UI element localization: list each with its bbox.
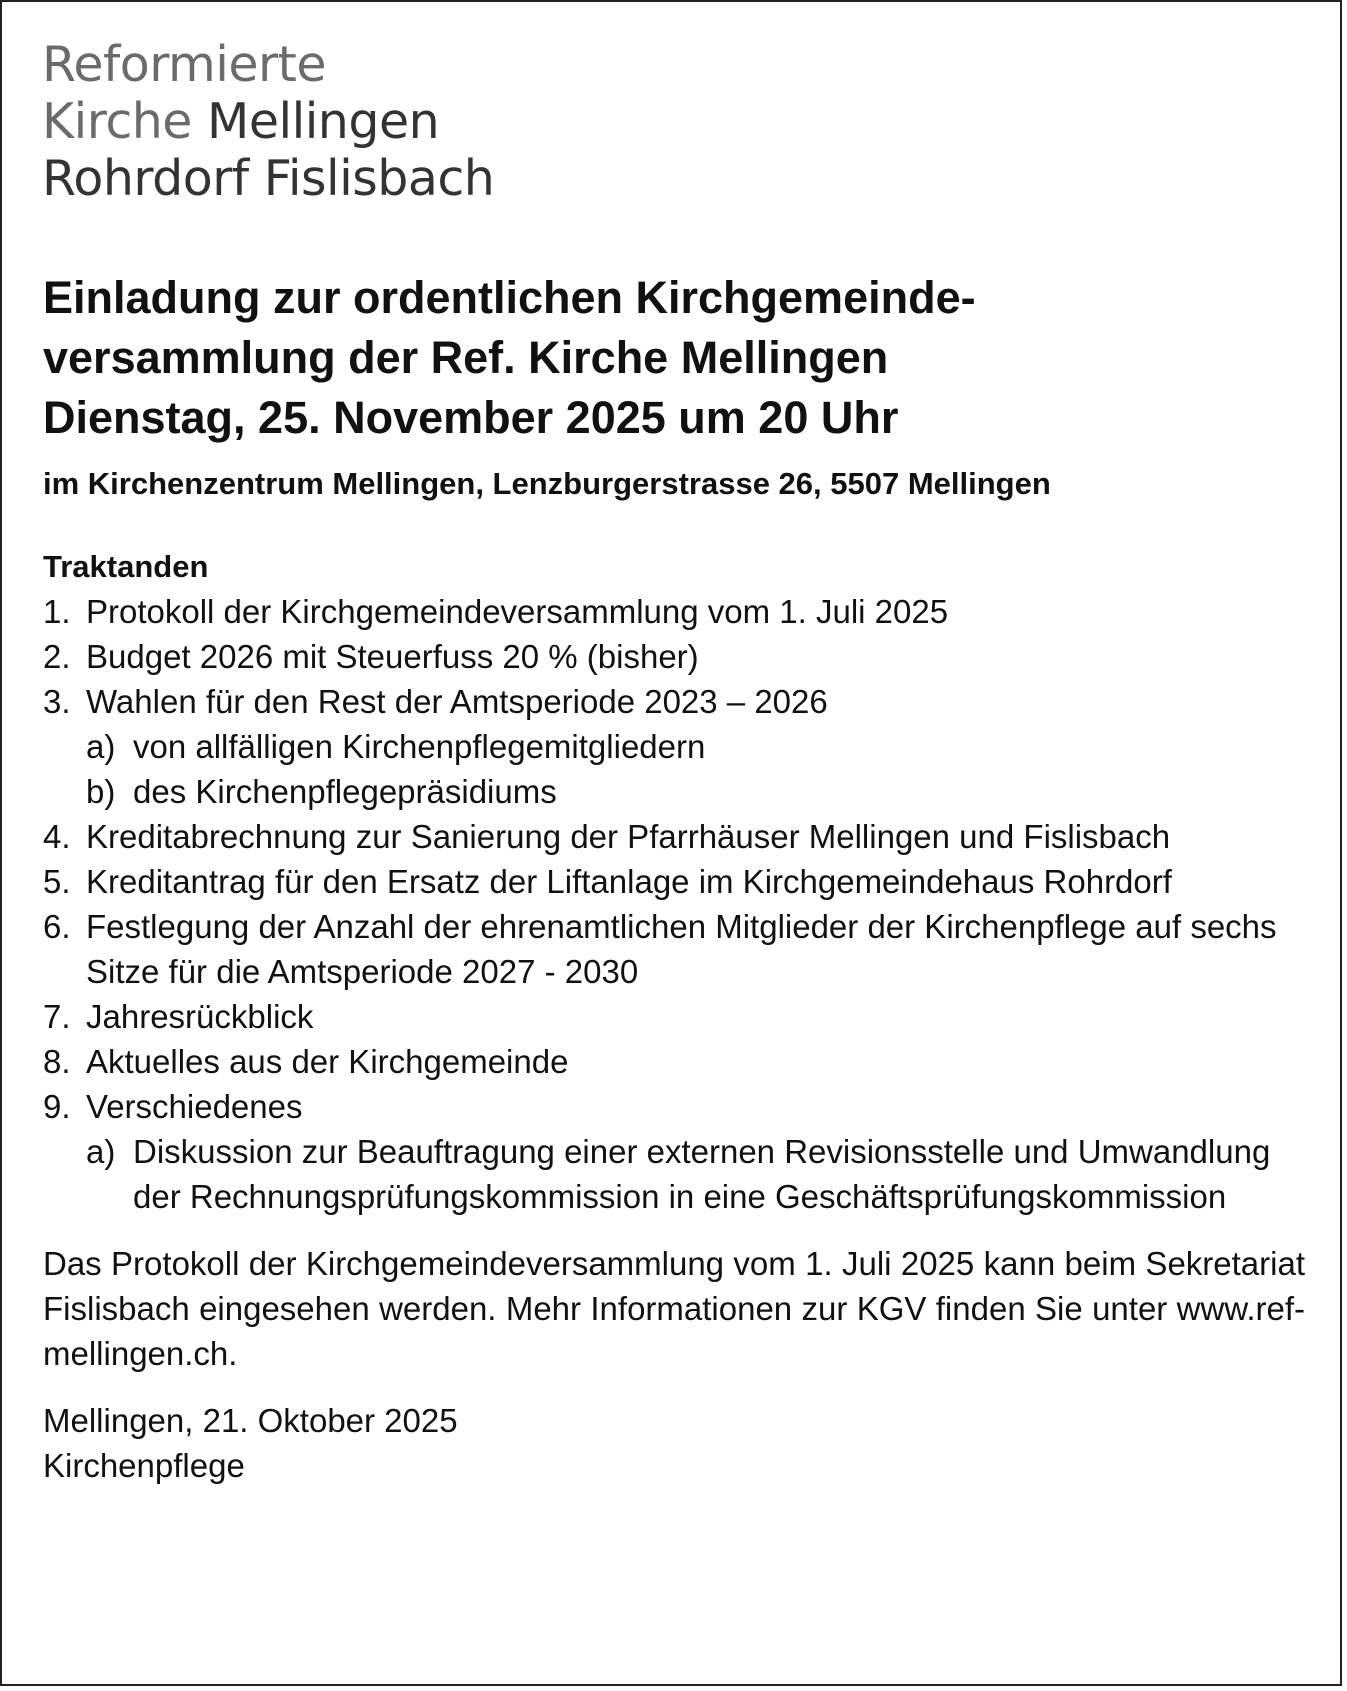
title-line-2: versammlung der Ref. Kirche Mellingen (43, 332, 889, 383)
agenda-item (43, 859, 1308, 904)
place-date: Mellingen, 21. Oktober 2025 (43, 1402, 458, 1439)
agenda-item-number: 6. (43, 908, 71, 945)
meeting-location: im Kirchenzentrum Mellingen, Lenzburgerstrasse 26, 5507 Mellingen (43, 466, 1051, 501)
agenda-item-number: 9. (43, 1088, 71, 1125)
agenda-item-number: 4. (43, 818, 71, 855)
protocol-info-paragraph: Das Protokoll der Kirchgemeindeversammlung vom 1. Juli 2025 kann beim Sekretariat Fislisbach eingesehen werden. Mehr Informationen zur KGV finden Sie unter www.ref-mellingen.ch. (43, 1245, 1305, 1372)
agenda-item-number: 1. (43, 593, 71, 630)
signature: Kirchenpflege (43, 1447, 245, 1484)
agenda-item-text: Wahlen für den Rest der Amtsperiode 2023 – 2026 (86, 683, 828, 720)
agenda-item (43, 904, 1308, 994)
agenda-item-text: Aktuelles aus der Kirchgemeinde (86, 1043, 569, 1080)
notice-content (43, 268, 1308, 1488)
agenda-item (43, 679, 1308, 814)
invitation-title (43, 268, 1308, 448)
agenda-item-number: 2. (43, 638, 71, 675)
agenda-item-number: 5. (43, 863, 71, 900)
agenda-item-text: Budget 2026 mit Steuerfuss 20 % (bisher) (86, 638, 699, 675)
agenda-item-text: Verschiedenes (86, 1088, 303, 1125)
logo-line-3: Rohrdorf Fislisbach (42, 150, 495, 207)
agenda-item-text: Protokoll der Kirchgemeindeversammlung vom 1. Juli 2025 (86, 593, 949, 630)
agenda-item-text: Kreditantrag für den Ersatz der Liftanlage im Kirchgemeindehaus Rohrdorf (86, 863, 1172, 900)
agenda-item (43, 1084, 1308, 1219)
agenda-item-number: 7. (43, 998, 71, 1035)
agenda-list (43, 589, 1308, 1219)
agenda-item (43, 589, 1308, 634)
agenda-item (43, 814, 1308, 859)
agenda-heading: Traktanden (43, 549, 209, 584)
agenda-item-number: 8. (43, 1043, 71, 1080)
agenda-item-text: Jahresrückblick (86, 998, 314, 1035)
title-line-3: Dienstag, 25. November 2025 um 20 Uhr (43, 392, 899, 443)
agenda-subitem-text: des Kirchenpflegepräsidiums (133, 773, 557, 810)
church-logo (42, 36, 494, 207)
logo-line-2 (42, 93, 494, 150)
agenda-subitem-letter: a) (86, 728, 116, 765)
agenda-item-body (86, 1084, 1308, 1219)
agenda-subitem-text: von allfälligen Kirchenpflegemitgliedern (133, 728, 706, 765)
agenda-subitem (86, 1129, 1308, 1219)
agenda-subitem (86, 769, 1308, 814)
agenda-subitem (86, 724, 1308, 769)
agenda-item-number: 3. (43, 683, 71, 720)
agenda-item-text: Kreditabrechnung zur Sanierung der Pfarrhäuser Mellingen und Fislisbach (86, 818, 1171, 855)
agenda-subitem-letter: a) (86, 1133, 116, 1170)
closing-block (43, 1398, 1308, 1488)
agenda-item (43, 1039, 1308, 1084)
logo-line-1: Reformierte (42, 36, 327, 93)
agenda-subitem-letter: b) (86, 773, 116, 810)
agenda-item-body (86, 679, 1308, 814)
agenda-item-text: Festlegung der Anzahl der ehrenamtlichen Mitglieder der Kirchenpflege auf sechs Sitze für die Amtsperiode 2027 - 2030 (86, 908, 1277, 990)
agenda-item (43, 994, 1308, 1039)
logo-line-2-dark: Mellingen (207, 93, 440, 150)
title-line-1: Einladung zur ordentlichen Kirchgemeinde- (43, 272, 976, 323)
agenda-subitem-text: Diskussion zur Beauftragung einer externen Revisionsstelle und Umwandlung der Rechnungsprüfungskommission in eine Geschäftsprüfungskommission (133, 1133, 1271, 1215)
logo-line-2-light: Kirche (42, 93, 192, 150)
agenda-item (43, 634, 1308, 679)
